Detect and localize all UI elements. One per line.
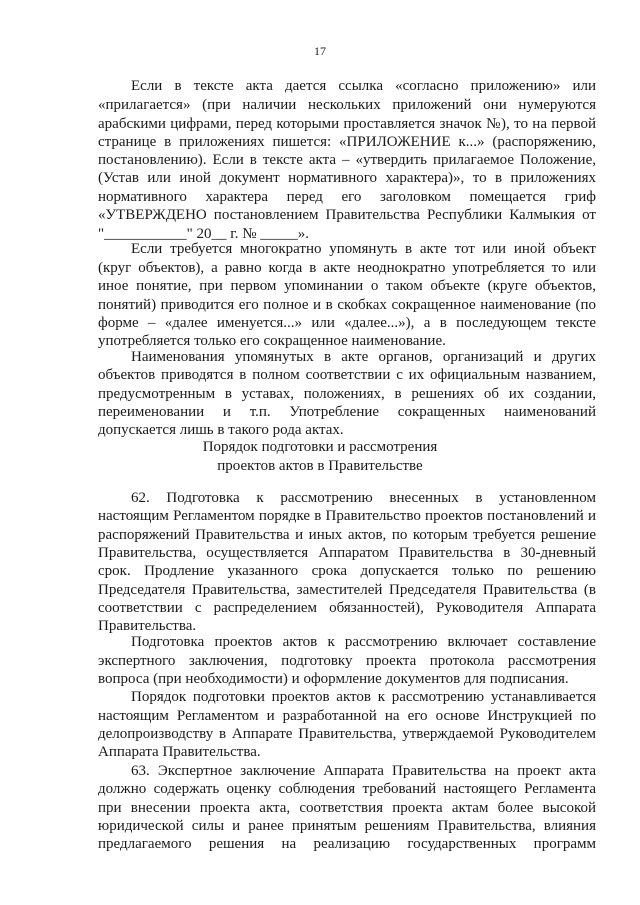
text-line: нормативного характера перед его заголовком помещается гриф bbox=[98, 189, 596, 205]
text-line: Если требуется многократно упомянуть в акте тот или иной объект bbox=[131, 241, 596, 257]
text-line: при внесении проекта акта, соответствия проекта актам более высокой bbox=[98, 800, 596, 816]
text-line: делопроизводству в Аппарате Правительства, утверждаемой Руководителем bbox=[98, 726, 596, 742]
text-line: арабскими цифрами, перед которыми проставляется значок №), то на первой bbox=[98, 116, 596, 132]
text-line: (Устав или иной документ нормативного характера)», то в приложениях bbox=[98, 170, 596, 186]
text-line: понятий) приводится его полное и в скобках сокращенное наименование (по bbox=[98, 297, 596, 313]
text-line: вопроса (при необходимости) и оформление документов для подписания. bbox=[98, 671, 569, 687]
text-line: распоряжений Правительства и иных актов, по которым требуется решение bbox=[98, 527, 596, 543]
text-line: Правительства, осуществляется Аппаратом Правительства в 30-дневный bbox=[98, 545, 596, 561]
text-line: 62. Подготовка к рассмотрению внесенных в установленном bbox=[131, 490, 596, 506]
text-line: «УТВЕРЖДЕНО постановлением Правительства Республики Калмыкия от bbox=[98, 207, 596, 223]
text-line: Наименования упомянутых в акте органов, организаций и других bbox=[131, 349, 596, 365]
text-line: "___________" 20__ г. № _____». bbox=[98, 226, 310, 242]
text-line: юридической силы и ранее принятым решениям Правительства, влияния bbox=[98, 818, 596, 834]
text-line: срок. Продление указанного срока допускается только по решению bbox=[98, 563, 596, 579]
text-line: предусмотренным в уставах, положениях, в решениях об их создании, bbox=[98, 386, 596, 402]
text-line: странице в приложениях пишется: «ПРИЛОЖЕНИЕ к...» (распоряжению, bbox=[98, 134, 596, 150]
text-line: соответствии с распределением обязанностей), Руководителя Аппарата bbox=[98, 600, 596, 616]
section-heading-line-1: Порядок подготовки и рассмотрения bbox=[202, 439, 438, 455]
text-line: Аппарата Правительства. bbox=[98, 744, 261, 760]
text-line: Порядок подготовки проектов актов к рассмотрению устанавливается bbox=[131, 689, 596, 705]
text-line: Подготовка проектов актов к рассмотрению включает составление bbox=[131, 634, 596, 650]
text-line: настоящим Регламентом и разработанной на его основе Инструкцией по bbox=[98, 708, 596, 724]
text-line: объектов приводятся в полном соответствии с их официальным названием, bbox=[98, 367, 596, 383]
text-line: Председателя Правительства, заместителей Председателя Правительства (в bbox=[98, 582, 596, 598]
text-line: допускается лишь в такого рода актах. bbox=[98, 422, 344, 438]
section-heading-line-2: проектов актов в Правительстве bbox=[217, 458, 423, 474]
text-line: должно содержать оценку соблюдения требований настоящего Регламента bbox=[98, 781, 596, 797]
text-line: употребляется только его сокращенное наименование. bbox=[98, 333, 446, 349]
text-line: «прилагается» (при наличии нескольких приложений они нумеруются bbox=[98, 97, 596, 113]
text-line: настоящим Регламентом порядке в Правительство проектов постановлений и bbox=[98, 508, 596, 524]
text-line: Правительства. bbox=[98, 618, 197, 634]
text-line: иное понятие, при первом упоминании о таком объекте (круге объектов, bbox=[98, 278, 596, 294]
text-line: предлагаемого решения на реализацию государственных программ bbox=[98, 836, 596, 852]
text-line: постановлению). Если в тексте акта – «утвердить прилагаемое Положение, bbox=[98, 152, 596, 168]
text-line: (круг объектов), а равно когда в акте неоднократно употребляется то или bbox=[98, 260, 596, 276]
text-line: 63. Экспертное заключение Аппарата Правительства на проект акта bbox=[131, 763, 596, 779]
text-line: экспертного заключения, подготовку проекта протокола рассмотрения bbox=[98, 653, 596, 669]
text-line: переименовании и т.п. Употребление сокращенных наименований bbox=[98, 404, 596, 420]
text-line: Если в тексте акта дается ссылка «согласно приложению» или bbox=[131, 78, 596, 94]
page-number: 17 bbox=[314, 44, 326, 58]
text-line: форме – «далее именуется...» или «далее...»), а в последующем тексте bbox=[98, 315, 596, 331]
